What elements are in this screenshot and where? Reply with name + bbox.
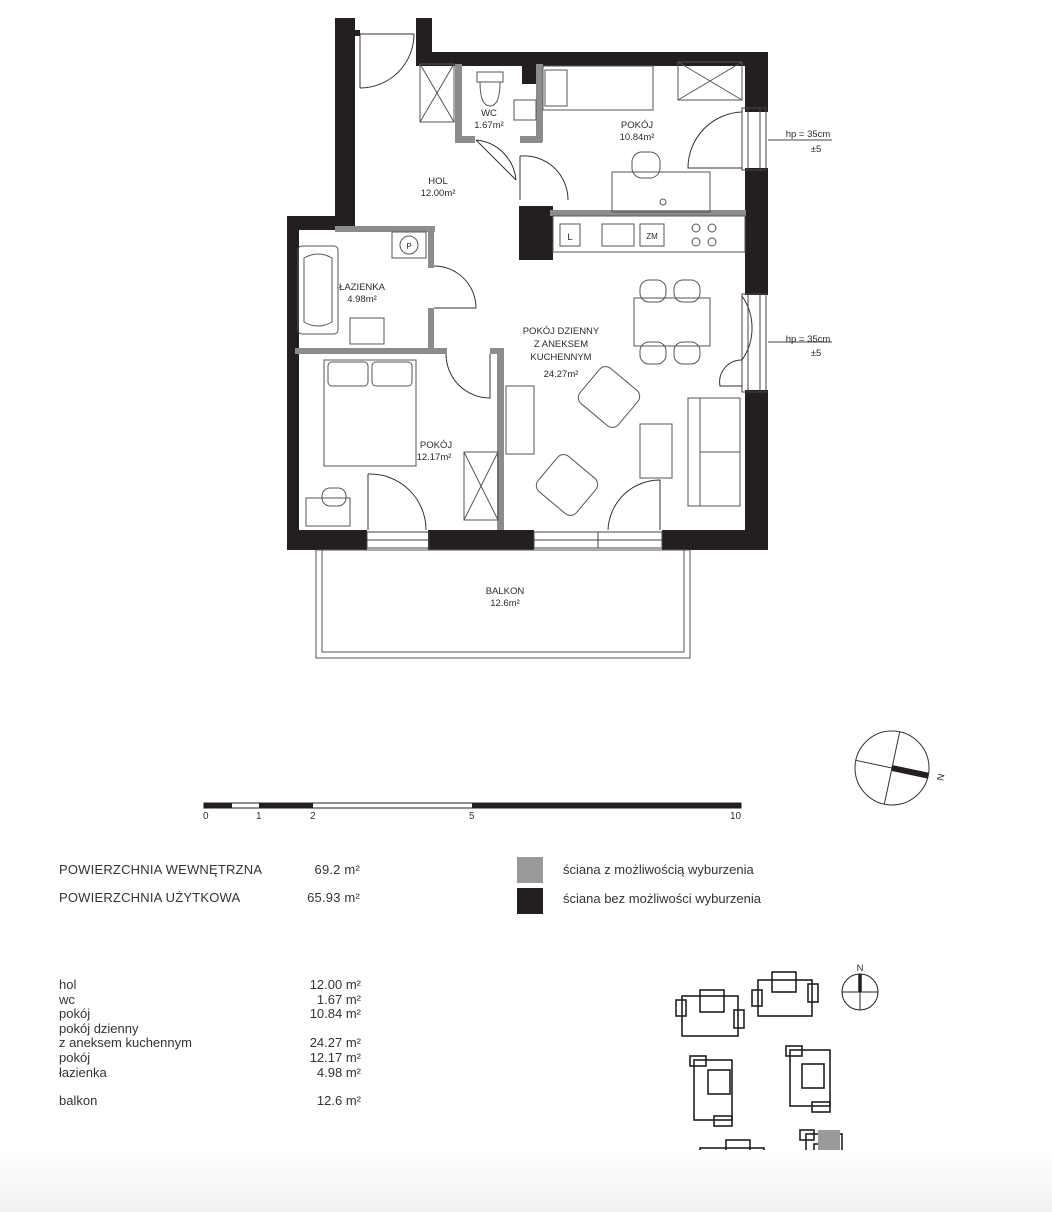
room-list-item: [59, 1051, 361, 1066]
room-list: [59, 978, 361, 1109]
site-map-compass: [842, 963, 878, 1010]
window-note-top-2: ±5: [810, 144, 822, 155]
room-list-item: [59, 1007, 361, 1022]
room-area: 12.6 m²: [316, 1093, 361, 1109]
lazienka-name: ŁAZIENKA: [339, 282, 385, 293]
dzienny-line1: POKÓJ DZIENNY: [522, 326, 600, 337]
dzienny-area: 24.27m²: [543, 369, 579, 380]
scale-label-1: 1: [256, 811, 262, 822]
wc-name: WC: [481, 108, 497, 119]
room-area: 24.27 m²: [309, 1035, 361, 1051]
window-note-top-1: hp = 35cm: [785, 129, 831, 140]
scale-label-0: 0: [203, 811, 209, 822]
washer-label: P: [406, 242, 412, 251]
lazienka-area: 4.98m²: [347, 294, 377, 305]
usable-area-row: [0, 890, 360, 908]
room-name: balkon: [59, 1093, 98, 1109]
hol-name: HOL: [428, 176, 448, 187]
window-note-text: [786, 129, 831, 359]
room-list-item: [59, 978, 361, 993]
scale-bar: [204, 803, 741, 808]
legend-load-bearing-label: ściana bez możliwości wyburzenia: [563, 891, 761, 906]
site-map-north: N: [856, 963, 864, 974]
window-note-bottom-1: hp = 35cm: [785, 334, 831, 345]
pokoj-top-name: POKÓJ: [620, 120, 654, 131]
dishwasher-label: ZM: [646, 232, 658, 241]
legend-removable-swatch: [517, 857, 543, 883]
balkon-name: BALKON: [485, 586, 525, 597]
window-note-bottom-2: ±5: [810, 348, 822, 359]
room-area: 12.17 m²: [309, 1049, 361, 1065]
room-area: 12.00 m²: [309, 977, 361, 992]
room-name: łazienka: [59, 1064, 107, 1080]
wc-area: 1.67m²: [474, 120, 504, 131]
balkon-area: 12.6m²: [490, 598, 520, 609]
pokoj-top-area: 10.84m²: [619, 132, 655, 143]
scale-label-5: 5: [469, 811, 475, 822]
bottom-fade: [0, 1150, 1052, 1212]
pokoj-bottom-area: 12.17m²: [416, 452, 452, 463]
room-list-item: [59, 1022, 361, 1037]
room-list-item: [59, 1094, 361, 1109]
usable-area-label: POWIERZCHNIA UŻYTKOWA: [59, 890, 241, 905]
dzienny-line2: Z ANEKSEM: [533, 339, 589, 350]
room-name: pokój: [59, 1006, 91, 1022]
room-area: 4.98 m²: [316, 1064, 361, 1080]
room-list-item: [59, 1066, 361, 1081]
room-name: pokój: [59, 1049, 91, 1065]
scale-label-10: 10: [730, 811, 742, 822]
room-name: hol: [59, 977, 77, 992]
compass-north: N: [933, 772, 946, 782]
compass: [855, 731, 946, 805]
room-area: 10.84 m²: [309, 1006, 361, 1022]
room-name: pokój dzienny: [59, 1020, 139, 1036]
window-notes: [768, 140, 832, 342]
internal-area-label: POWIERZCHNIA WEWNĘTRZNA: [59, 862, 263, 877]
room-list-item: [59, 1036, 361, 1051]
legend-load-bearing-swatch: [517, 888, 543, 914]
room-name: z aneksem kuchennym: [59, 1035, 192, 1051]
usable-area-value: 65.93 m²: [307, 890, 360, 905]
fridge-label: L: [567, 232, 573, 243]
room-area: 1.67 m²: [316, 991, 361, 1007]
internal-area-value: 69.2 m²: [314, 862, 360, 877]
room-list-item: [59, 993, 361, 1008]
internal-area-row: [0, 862, 360, 880]
dzienny-line3: KUCHENNYM: [530, 352, 592, 363]
legend-removable-label: ściana z możliwością wyburzenia: [563, 862, 754, 877]
pokoj-bottom-name: POKÓJ: [419, 440, 453, 451]
site-map-highlight: [818, 1130, 840, 1150]
scale-label-2: 2: [310, 811, 316, 822]
hol-area: 12.00m²: [420, 188, 456, 199]
room-name: wc: [59, 991, 75, 1007]
